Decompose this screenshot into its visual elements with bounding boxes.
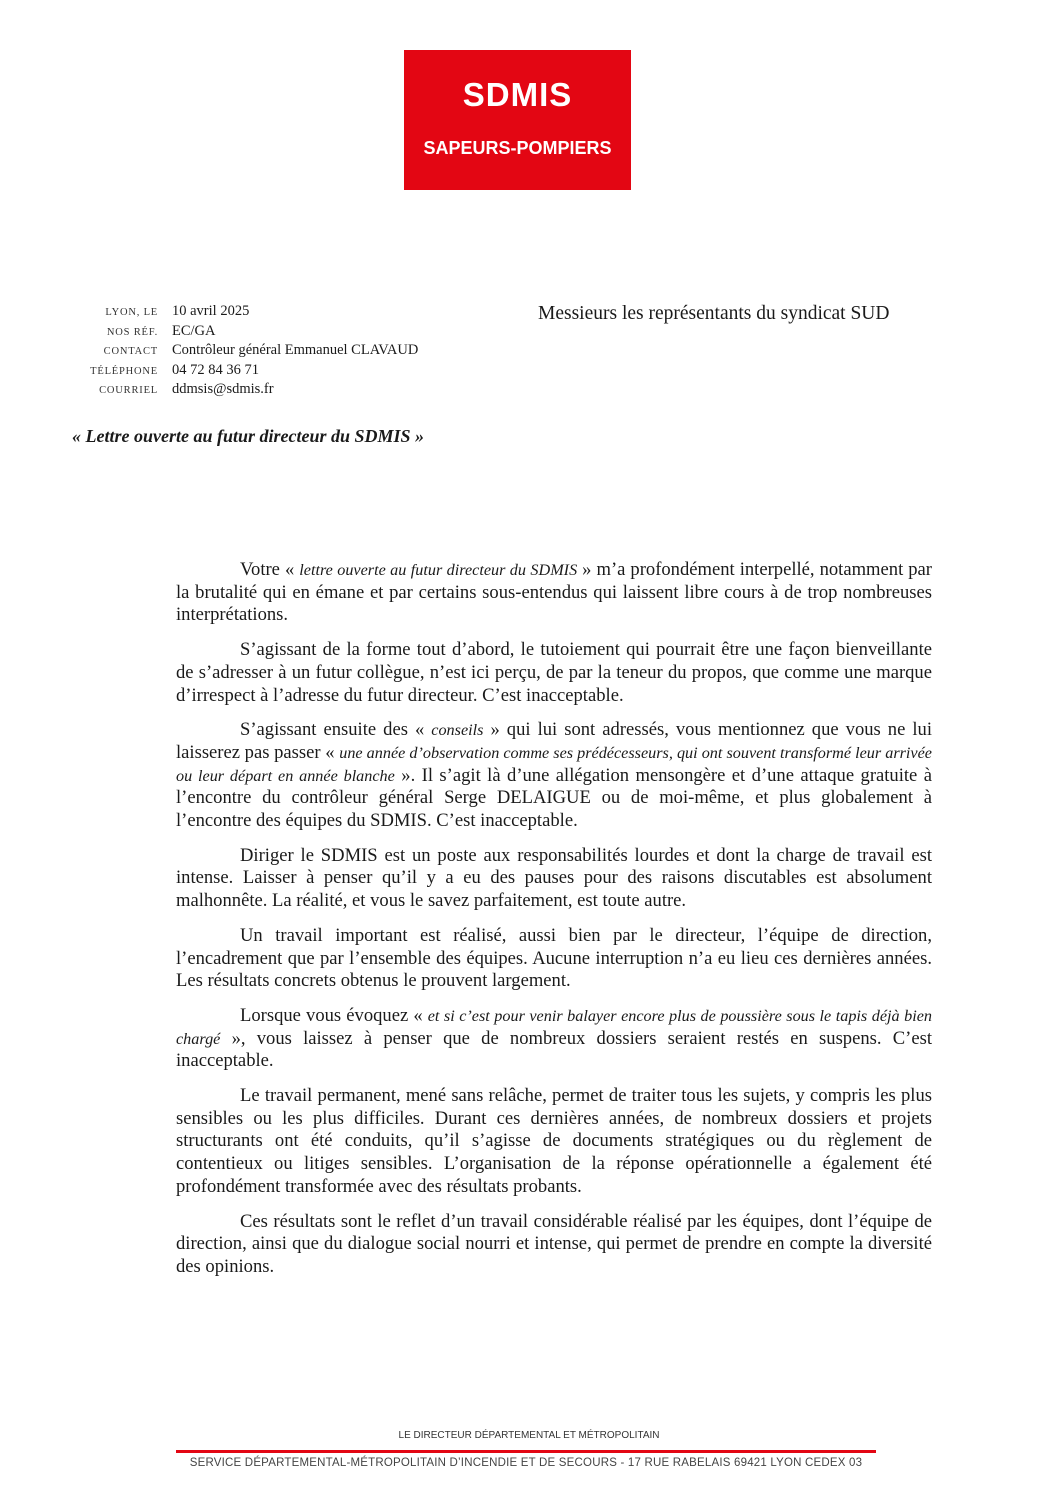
meta-value: 04 72 84 36 71 (172, 361, 259, 378)
paragraph-2: S’agissant de la forme tout d’abord, le tutoiement qui pourrait être une façon bienveillante de s’adresser à un futur collègue, n’est ici perçu, de par la teneur du propos, que comme une marque d’irrespect à l’adresse du futur directeur. C’est inacceptable. (176, 639, 932, 706)
paragraph-7: Le travail permanent, mené sans relâche, permet de traiter tous les sujets, y compris les plus sensibles ou les plus difficiles. Durant ces dernières années, de nombreux dossiers et projets structurants ont été conduits, qu’il s’agisse de documents stratégiques ou du règlement de contentieux ou litiges sensibles. L’organisation de la réponse opérationnelle a également été profondément transformée avec des résultats probants. (176, 1085, 932, 1197)
meta-label: LYON, LE (105, 307, 158, 318)
paragraph-1: Votre « lettre ouverte au futur directeur du SDMIS » m’a profondément interpellé, notamment par la brutalité qui en émane et par certains sous-entendus qui laissent libre cours à de trop nombreuses interprétations. (176, 559, 932, 626)
meta-row-contact (60, 342, 418, 362)
meta-row-date (60, 303, 418, 323)
meta-label: CONTACT (103, 346, 158, 357)
paragraph-3: S’agissant ensuite des « conseils » qui lui sont adressés, vous mentionnez que vous ne lui laisserez pas passer « une année d’observation comme ses prédécesseurs, qui ont souvent transformé leur arrivée ou leur départ en année blanche ». Il s’agit là d’une allégation mensongère et d’une attaque gratuite à l’encontre du contrôleur général Serge DELAIGUE ou de moi-même, et plus globalement à l’encontre des équipes du SDMIS. C’est inacceptable. (176, 719, 932, 832)
footer-address: SERVICE DÉPARTEMENTAL-MÉTROPOLITAIN D’INCENDIE ET DE SECOURS - 17 RUE RABELAIS 69421 LYON CEDEX 03 (189, 1457, 863, 1469)
meta-value: EC/GA (172, 322, 216, 339)
letter-metadata (60, 303, 418, 401)
recipient: Messieurs les représentants du syndicat SUD (538, 303, 890, 324)
sdmis-logo (404, 50, 631, 190)
meta-label: NOS RÉF. (106, 326, 158, 338)
paragraph-6: Lorsque vous évoquez « et si c’est pour venir balayer encore plus de poussière sous le tapis déjà bien chargé », vous laissez à penser que de nombreux dossiers seraient restés en suspens. C’est inacceptable. (176, 1004, 932, 1072)
meta-value: Contrôleur général Emmanuel CLAVAUD (172, 342, 419, 358)
logo-title: SDMIS (462, 76, 573, 113)
meta-label: COURRIEL (99, 385, 158, 396)
logo-subtitle: SAPEURS-POMPIERS (423, 138, 612, 158)
letter-body (176, 559, 932, 1291)
footer-title: LE DIRECTEUR DÉPARTEMENTAL ET MÉTROPOLITAIN (398, 1430, 660, 1441)
letter-subject: « Lettre ouverte au futur directeur du SDMIS » (72, 426, 425, 446)
paragraph-4: Diriger le SDMIS est un poste aux responsabilités lourdes et dont la charge de travail est intense. Laisser à penser qu’il y a eu des pauses pour des raisons discutables est absolument malhonnête. La réalité, et vous le savez parfaitement, est toute autre. (176, 844, 932, 912)
meta-value: ddmsis@sdmis.fr (172, 381, 274, 397)
meta-row-email (60, 381, 418, 401)
footer-divider (176, 1450, 876, 1453)
paragraph-8: Ces résultats sont le reflet d’un travail considérable réalisé par les équipes, dont l’équipe de direction, ainsi que du dialogue social nourri et intense, qui permet de prendre en compte la diversité des opinions. (176, 1210, 932, 1277)
meta-value: 10 avril 2025 (172, 303, 250, 319)
paragraph-5: Un travail important est réalisé, aussi bien par le directeur, l’équipe de direction, l’encadrement que par l’ensemble des équipes. Aucune interruption n’a eu lieu ces dernières années. Les résultats concrets obtenus le prouvent largement. (176, 924, 932, 992)
meta-label: TÉLÉPHONE (90, 365, 158, 377)
meta-row-phone (60, 362, 418, 382)
meta-row-ref (60, 323, 418, 343)
